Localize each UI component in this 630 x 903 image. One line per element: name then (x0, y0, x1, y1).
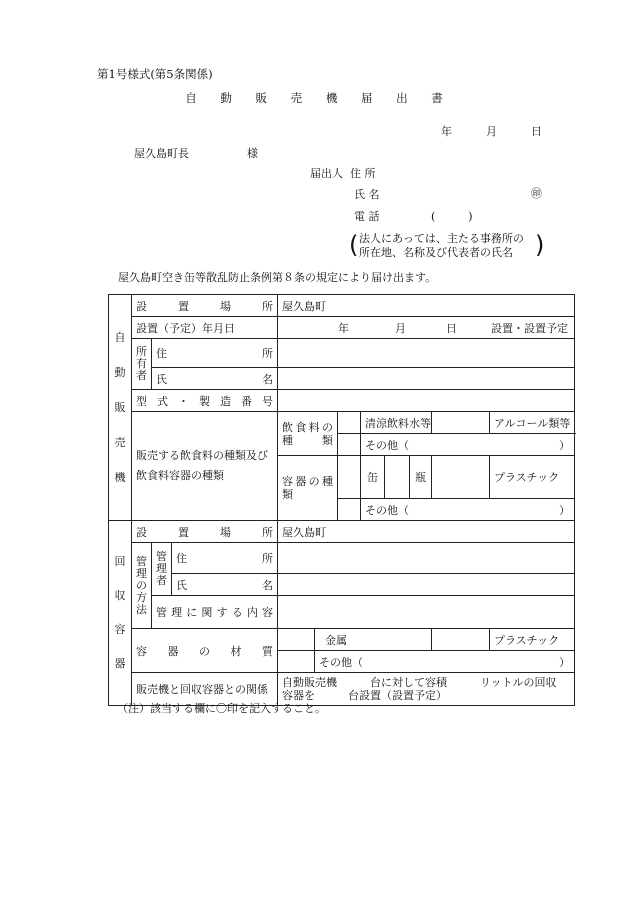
filer-address-label: 住 所 (350, 167, 376, 180)
food-container-label: 販売する飲食料の種類及び飲食料容器の種類 (132, 412, 278, 521)
method-label: 管理の方法 (132, 543, 152, 629)
statement-text: 屋久島町空き缶等散乱防止条例第８条の規定により届け出ます。 (118, 271, 437, 284)
material-label: 容器の材質 (132, 629, 278, 673)
vending-section-label: 自動販売機 (109, 295, 132, 521)
owner-name-value[interactable] (278, 368, 575, 390)
metal-label: 金属 (315, 629, 432, 651)
corp-note-line1: 法人にあっては、主たる事務所の (359, 232, 524, 245)
plastic-label: プラスチック (490, 456, 575, 499)
container-type-label: 容器の種類 (278, 456, 338, 521)
vending-date-label: 設置（予定）年月日 (132, 317, 278, 339)
date-year: 年 (441, 125, 452, 138)
plastic-checkbox[interactable] (432, 456, 490, 499)
phone-parentheses: ( ) (431, 210, 473, 223)
food-soft-label: 清涼飲料水等 (361, 412, 432, 434)
can-checkbox[interactable] (338, 456, 361, 499)
manager-address-label: 住所 (172, 543, 278, 574)
vending-location-label: 設置場所 (132, 295, 278, 317)
owner-label: 所有者 (132, 339, 152, 390)
can-label: 缶 (361, 456, 385, 499)
footnote: （注）該当する欄に〇印を記入すること。 (117, 702, 326, 715)
bin-plastic-label: プラスチック (490, 629, 575, 651)
notification-form-table (108, 294, 575, 706)
owner-address-value[interactable] (278, 339, 575, 368)
food-soft-checkbox[interactable] (338, 412, 361, 434)
date-line (407, 123, 542, 139)
management-content-value[interactable] (278, 596, 575, 629)
filer-label: 届出人 (310, 167, 343, 180)
food-type-label: 飲食料の種類 (278, 412, 338, 456)
management-content-label: 管理に関する内容 (152, 596, 278, 629)
bin-other-field[interactable]: その他（ ） (315, 651, 575, 673)
addressee-name: 屋久島町長 (134, 147, 189, 160)
bracket-right: ) (535, 231, 545, 259)
food-other-field[interactable]: その他（ ） (361, 434, 575, 456)
corporate-note (349, 231, 545, 260)
form-number: 第1号様式(第5条関係) (97, 67, 213, 81)
model-value[interactable] (278, 390, 575, 412)
addressee (134, 145, 258, 161)
food-other-checkbox[interactable] (338, 434, 361, 456)
date-day: 日 (531, 125, 542, 138)
relation-label: 販売機と回収容器との関係 (132, 673, 278, 706)
bottle-label: 瓶 (410, 456, 432, 499)
bin-plastic-checkbox[interactable] (432, 629, 490, 651)
manager-name-value[interactable] (278, 574, 575, 596)
bin-section-label: 回収容器 (109, 521, 132, 706)
metal-checkbox[interactable] (278, 629, 315, 651)
manager-label: 管理者 (152, 543, 172, 596)
filer-address-row (310, 165, 376, 181)
food-alcohol-checkbox[interactable] (432, 412, 490, 434)
filer-phone-label: 電 話 (354, 210, 380, 223)
relation-value[interactable]: 自動販売機 台に対して容積 リットルの回収 容器を 台設置（設置予定） (278, 673, 575, 706)
bin-location-value[interactable]: 屋久島町 (278, 521, 575, 543)
container-other-field[interactable]: その他（ ） (361, 499, 575, 521)
bottle-checkbox[interactable] (385, 456, 410, 499)
container-other-checkbox[interactable] (338, 499, 361, 521)
filer-name-label: 氏 名 (354, 188, 380, 201)
bracket-left: ( (349, 231, 359, 259)
addressee-honorific: 様 (247, 147, 258, 160)
model-label: 型式・製造番号 (132, 390, 278, 412)
date-month: 月 (486, 125, 497, 138)
vending-location-value[interactable]: 屋久島町 (278, 295, 575, 317)
manager-address-value[interactable] (278, 543, 575, 574)
manager-name-label: 氏名 (172, 574, 278, 596)
bin-other-checkbox[interactable] (278, 651, 315, 673)
owner-address-label: 住所 (152, 339, 278, 368)
owner-name-label: 氏名 (152, 368, 278, 390)
corp-note-line2: 所在地、名称及び代表者の氏名 (359, 246, 513, 259)
food-alcohol-label: アルコール類等 (490, 412, 575, 434)
vending-date-value[interactable]: 年 月 日 設置・設置予定 (278, 317, 575, 339)
bin-location-label: 設置場所 (132, 521, 278, 543)
seal-mark: ㊞ (531, 187, 542, 200)
document-title: 自 動 販 売 機 届 出 書 (185, 91, 453, 105)
